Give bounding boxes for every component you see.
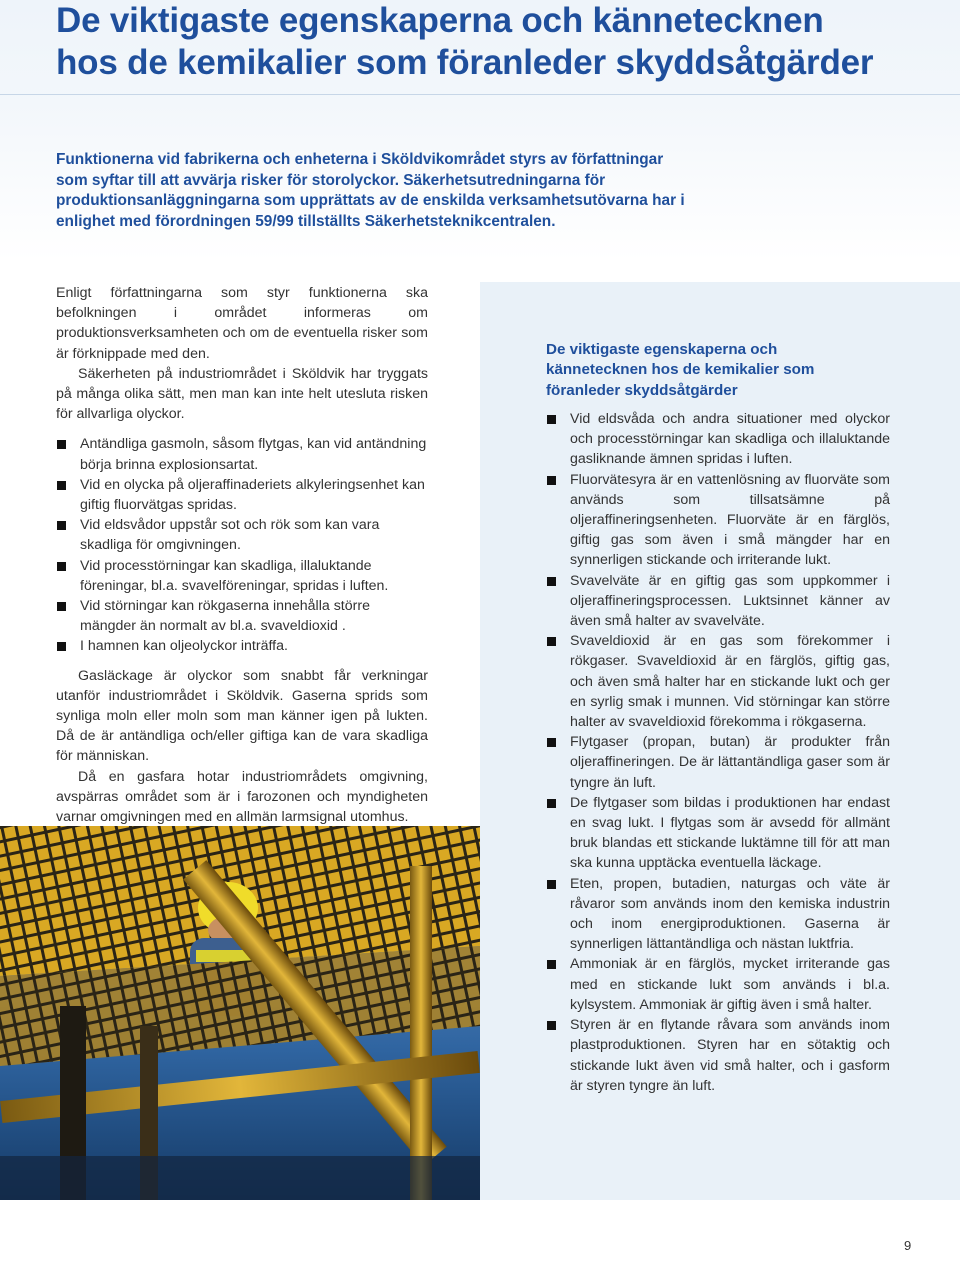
list-item: [546, 470, 890, 571]
list-item: [56, 515, 428, 555]
list-item-text: Vid processtörningar kan skadliga, illaluktande föreningar, bl.a. svavelföreningar, spridas i luften.: [80, 557, 389, 594]
intro-paragraph: Enligt författningarna som styr funktionerna ska befolkningen i området informeras om produktionsverksamheten och om de eventuella risker som är förknippade med den.: [56, 285, 428, 362]
list-item: [546, 1015, 890, 1096]
lead-paragraph: Funktionerna vid fabrikerna och enheterna i Sköldvikområdet styrs av författningar som syftar till att avvärja risker för storolyckor. Säkerhetsutredningarna för produktionsanläggningarna som upprättats av de enskilda verksamhetsutövarna har i enlighet med förordningen 59/99 tillställts Säkerhetsteknikcentralen.: [56, 151, 685, 230]
bullet-square-icon: [547, 1021, 556, 1030]
bullet-square-icon: [547, 738, 556, 747]
list-item-text: Antändliga gasmoln, såsom flytgas, kan vid antändning börja brinna explosionsartat.: [80, 436, 427, 473]
title-divider: [0, 94, 960, 95]
page-title-line-2: hos de kemikalier som föranleder skyddsåtgärder: [56, 43, 874, 82]
page-number: 9: [904, 1238, 912, 1253]
list-item-text: Flytgaser (propan, butan) är produkter från oljeraffineringen. De är lättantändliga gaser som är tyngre än luft.: [570, 734, 890, 791]
bullet-square-icon: [547, 476, 556, 485]
list-item-text: Styren är en flytande råvara som används inom plastproduktionen. Styren har en sötaktig och stickande lukt även vid små halter, och i gasform är styren tyngre än luft.: [570, 1017, 890, 1094]
warning-paragraph: Då en gasfara hotar industriområdets omgivning, avspärras området som är i farozonen och myndigheten varnar omgivningen med en allmän larmsignal utomhus.: [56, 768, 428, 826]
list-item-text: Vid eldsvåda och andra situationer med olyckor och processtörningar kan skadliga och illaluktande gasliknande ämnen spridas i luften.: [570, 411, 890, 468]
list-item: [546, 793, 890, 874]
bullet-square-icon: [547, 577, 556, 586]
bullet-square-icon: [547, 799, 556, 808]
list-item: [56, 636, 428, 656]
list-item-text: I hamnen kan oljeolyckor inträffa.: [80, 638, 288, 655]
page-title-line-1: De viktigaste egenskaperna och kännetecknen: [56, 1, 824, 40]
list-item: [546, 631, 890, 732]
list-item-text: De flytgaser som bildas i produktionen har endast en svag lukt. I flytgas som är avsedd för allmänt bruk blandas ett stickande luktämne till för att man ska kunna upptäcka eventuella läckage.: [570, 794, 890, 872]
bullet-square-icon: [57, 602, 66, 611]
list-item: [56, 556, 428, 596]
list-item: [546, 732, 890, 793]
list-item-text: Svavelväte är en giftig gas som uppkommer i oljeraffineringsprocessen. Luktsinnet känner av även små halter av svavelväte.: [570, 572, 890, 630]
gas-leak-paragraph: Gasläckage är olyckor som snabbt får verkningar utanför industriområdet i Sköldvik. Gaserna sprids som synliga moln eller moln som man känner igen på lukten. Då de är antändliga och/eller giftiga kan de vara skadliga för människan.: [56, 667, 428, 765]
info-panel: [480, 282, 960, 1200]
list-item-text: Vid en olycka på oljeraffinaderiets alkyleringsenhet kan giftig fluorvätgas spridas.: [80, 476, 425, 514]
bullet-square-icon: [547, 637, 556, 646]
list-item-text: Ammoniak är en färglös, mycket irriterande gas med en stickande lukt som används i bl.a. kylsystem. Ammoniak är giftig även i små halter.: [570, 956, 890, 1013]
risk-list: [56, 434, 428, 656]
list-item: [56, 596, 428, 636]
list-item-text: Svaveldioxid är en gas som förekommer i rökgaser. Svaveldioxid är en färglös, giftig gas, och även små halter har en stickande lukt och ger en syrlig smak i munnen. Vid störningar kan större halter av svaveldioxid förekomma i rökgaserna.: [570, 633, 890, 731]
list-item: [56, 475, 428, 515]
bullet-square-icon: [57, 642, 66, 651]
bullet-square-icon: [57, 440, 66, 449]
list-item-text: Fluorvätesyra är en vattenlösning av fluorväte som används som tillsatsämne på oljeraffineringsenheten. Fluorväte är en färglös, giftig gas som även i små mängder har en synnerligen stickande och irriterande lukt.: [570, 471, 890, 569]
bullet-square-icon: [547, 960, 556, 969]
list-item: [56, 434, 428, 474]
bullet-square-icon: [547, 415, 556, 424]
chemical-list: [546, 409, 890, 1096]
photo-illustration: [0, 826, 480, 1200]
list-item: [546, 571, 890, 632]
safety-paragraph: Säkerheten på industriområdet i Sköldvik har tryggats på många olika sätt, men man kan inte helt utesluta risken för allvarliga olyckor.: [56, 365, 428, 423]
bullet-square-icon: [57, 521, 66, 530]
list-item-text: Vid störningar kan rökgaserna innehålla större mängder än normalt av bl.a. svaveldioxid .: [80, 598, 370, 635]
list-item-text: Vid eldsvådor uppstår sot och rök som kan vara skadliga för omgivningen.: [80, 517, 380, 554]
list-item: [546, 954, 890, 1015]
bullet-square-icon: [57, 481, 66, 490]
panel-title: De viktigaste egenskaperna och kännetecknen hos de kemikalier som föranleder skyddsåtgärder: [546, 341, 815, 399]
list-item-text: Eten, propen, butadien, naturgas och väte är råvaror som används inom den kemiska industrin och inom energiproduktionen. Gaserna är synnerligen lättantändliga och nästan luktfria.: [570, 875, 890, 953]
list-item: [546, 874, 890, 955]
page-title: [56, 0, 936, 84]
left-column: [56, 283, 428, 827]
bullet-square-icon: [547, 880, 556, 889]
bullet-square-icon: [57, 562, 66, 571]
list-item: [546, 409, 890, 470]
industrial-worker-photo: [0, 826, 480, 1200]
